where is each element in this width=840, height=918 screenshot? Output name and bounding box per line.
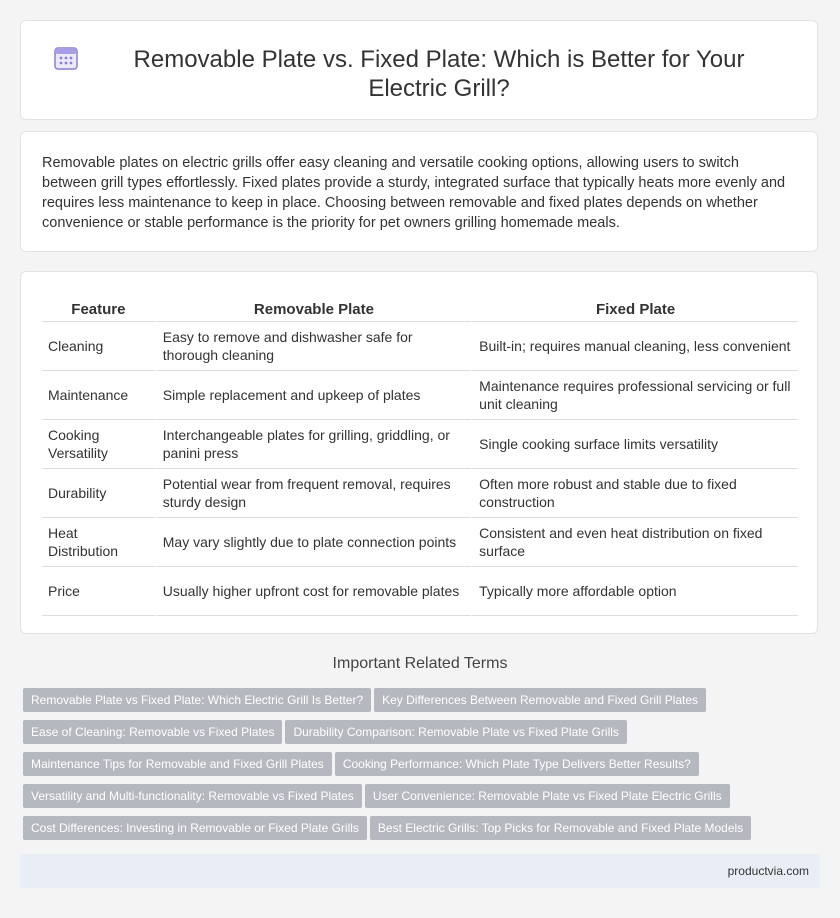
header-feature: Feature — [42, 297, 155, 322]
intro-paragraph: Removable plates on electric grills offer easy cleaning and versatile cooking options, allowing users to switch between grill types effortlessly. Fixed plates provide a sturdy, integrated surface that typically heats more evenly and requires less maintenance to keep in place. Choosing between removable and fixed plates depends on whether convenience or stable performance is the priority for pet owners grilling homemade meals. — [42, 155, 786, 231]
related-tag[interactable]: Cost Differences: Investing in Removable or Fixed Plate Grills — [23, 816, 367, 840]
cell-removable: May vary slightly due to plate connection points — [155, 518, 471, 567]
cell-fixed: Single cooking surface limits versatility — [471, 420, 798, 469]
table-row — [42, 518, 798, 567]
related-tag[interactable]: Ease of Cleaning: Removable vs Fixed Plates — [23, 720, 282, 744]
table-row — [42, 469, 798, 518]
cell-fixed: Consistent and even heat distribution on fixed surface — [471, 518, 798, 567]
related-tag[interactable]: Best Electric Grills: Top Picks for Removable and Fixed Plate Models — [370, 816, 751, 840]
cell-fixed: Maintenance requires professional servicing or full unit cleaning — [471, 371, 798, 420]
cell-removable: Easy to remove and dishwasher safe for thorough cleaning — [155, 322, 471, 371]
table-header-row — [42, 297, 798, 322]
page-title: Removable Plate vs. Fixed Plate: Which is Better for Your Electric Grill? — [133, 46, 745, 102]
cell-feature: Durability — [42, 469, 155, 518]
footer-site-link[interactable]: productvia.com — [727, 864, 809, 878]
table-row — [42, 420, 798, 469]
cell-removable: Potential wear from frequent removal, requires sturdy design — [155, 469, 471, 518]
comparison-table — [42, 297, 798, 616]
related-tag[interactable]: Cooking Performance: Which Plate Type Delivers Better Results? — [335, 752, 699, 776]
related-tag[interactable]: Removable Plate vs Fixed Plate: Which Electric Grill Is Better? — [23, 688, 371, 712]
related-tag[interactable]: Versatility and Multi-functionality: Removable vs Fixed Plates — [23, 784, 362, 808]
cell-fixed: Often more robust and stable due to fixed construction — [471, 469, 798, 518]
related-tag[interactable]: Durability Comparison: Removable Plate vs Fixed Plate Grills — [285, 720, 626, 744]
intro-card — [20, 131, 818, 252]
table-row — [42, 322, 798, 371]
related-terms-list — [23, 688, 823, 848]
table-row — [42, 567, 798, 616]
table-row — [42, 371, 798, 420]
cell-fixed: Typically more affordable option — [471, 567, 798, 616]
cell-feature: Cooking Versatility — [42, 420, 155, 469]
related-tag[interactable]: User Convenience: Removable Plate vs Fixed Plate Electric Grills — [365, 784, 730, 808]
cell-feature: Maintenance — [42, 371, 155, 420]
related-tag[interactable]: Key Differences Between Removable and Fixed Grill Plates — [374, 688, 706, 712]
cell-fixed: Built-in; requires manual cleaning, less convenient — [471, 322, 798, 371]
related-terms-title: Important Related Terms — [332, 655, 508, 672]
cell-removable: Usually higher upfront cost for removable plates — [155, 567, 471, 616]
comparison-card — [20, 271, 818, 634]
related-tag[interactable]: Maintenance Tips for Removable and Fixed Grill Plates — [23, 752, 332, 776]
cell-removable: Interchangeable plates for grilling, griddling, or panini press — [155, 420, 471, 469]
cell-feature: Price — [42, 567, 155, 616]
cell-feature: Heat Distribution — [42, 518, 155, 567]
cell-removable: Simple replacement and upkeep of plates — [155, 371, 471, 420]
header-fixed: Fixed Plate — [471, 297, 798, 322]
cell-feature: Cleaning — [42, 322, 155, 371]
footer — [20, 854, 820, 888]
header-card — [20, 20, 818, 120]
header-removable: Removable Plate — [155, 297, 471, 322]
